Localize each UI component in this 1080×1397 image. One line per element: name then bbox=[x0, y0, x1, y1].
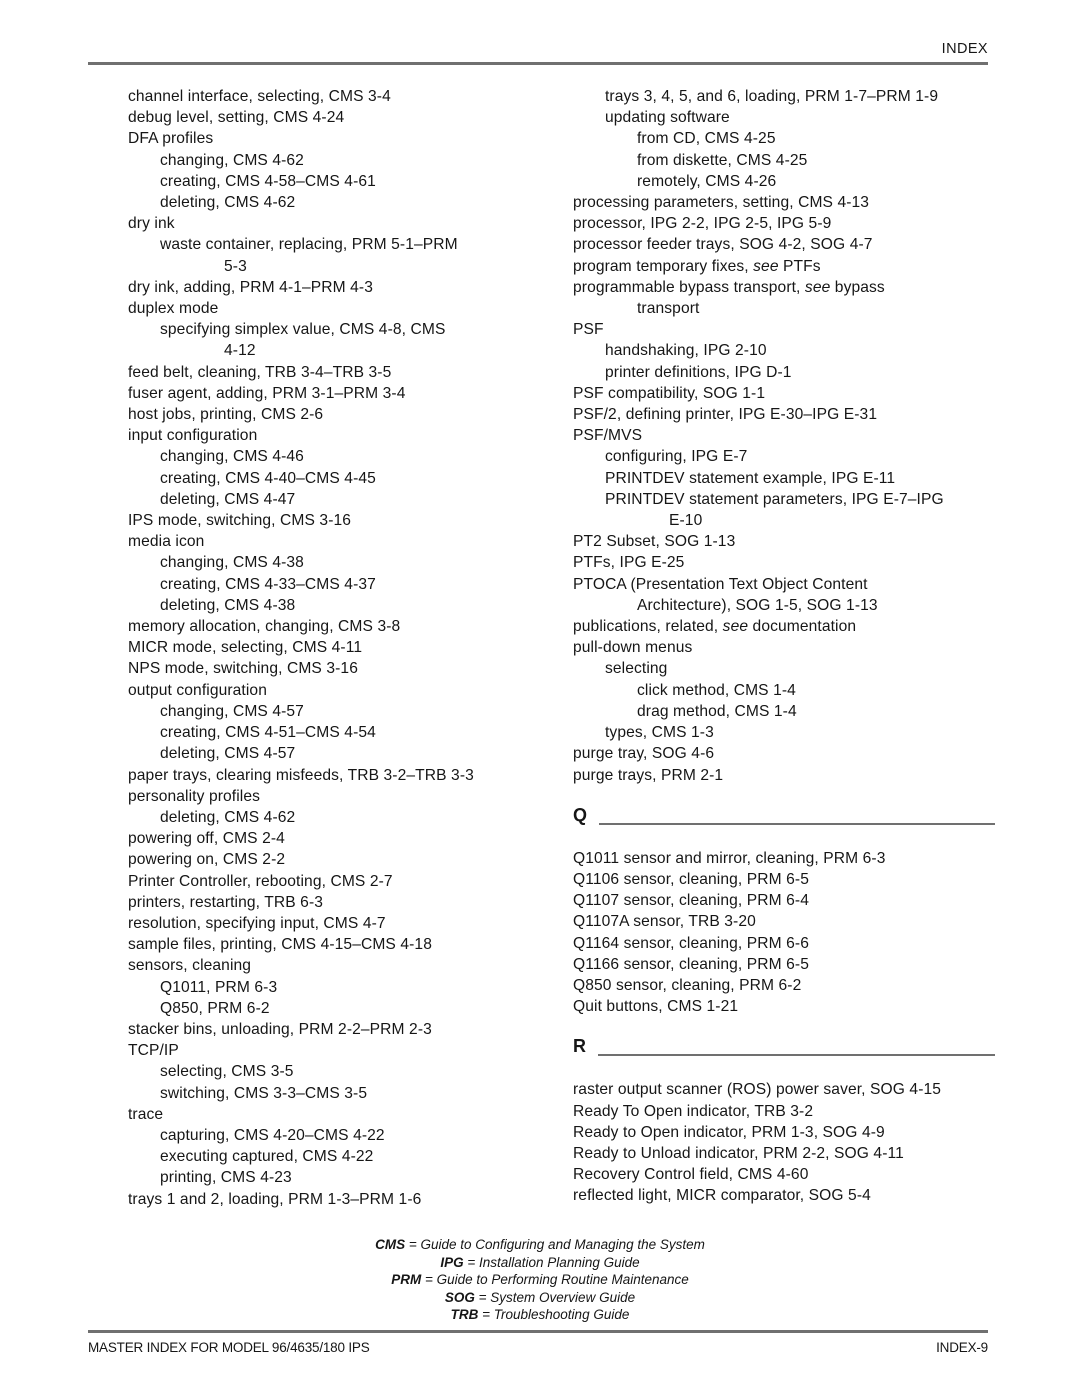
footer-doc-title: MASTER INDEX FOR MODEL 96/4635/180 IPS bbox=[88, 1340, 370, 1355]
index-entry: deleting, CMS 4-57 bbox=[160, 745, 296, 763]
index-entry: PTOCA (Presentation Text Object Content bbox=[573, 575, 868, 593]
index-entry: resolution, specifying input, CMS 4-7 bbox=[128, 914, 386, 932]
index-entry: TCP/IP bbox=[128, 1042, 179, 1060]
index-entry: click method, CMS 1-4 bbox=[637, 681, 796, 699]
index-entry: memory allocation, changing, CMS 3-8 bbox=[128, 618, 401, 636]
index-entry: creating, CMS 4-58–CMS 4-61 bbox=[160, 172, 376, 190]
abbreviation-legend bbox=[0, 1236, 1080, 1324]
legend-desc: = Guide to Configuring and Managing the System bbox=[405, 1237, 705, 1252]
index-entry: Q850 sensor, cleaning, PRM 6-2 bbox=[573, 976, 802, 994]
index-entry: capturing, CMS 4-20–CMS 4-22 bbox=[160, 1126, 385, 1144]
index-entry: remotely, CMS 4-26 bbox=[637, 172, 777, 190]
index-entry: PSF compatibility, SOG 1-1 bbox=[573, 384, 766, 402]
page-header-label: INDEX bbox=[941, 41, 988, 57]
index-entry: PTFs, IPG E-25 bbox=[573, 554, 685, 572]
index-entry: executing captured, CMS 4-22 bbox=[160, 1148, 374, 1166]
legend-abbr: CMS bbox=[375, 1237, 406, 1252]
index-entry: updating software bbox=[605, 109, 730, 127]
legend-desc: = Troubleshooting Guide bbox=[478, 1307, 630, 1323]
index-entry: dry ink bbox=[128, 215, 175, 233]
index-entry: stacker bins, unloading, PRM 2-2–PRM 2-3 bbox=[128, 1020, 432, 1038]
index-entry: creating, CMS 4-40–CMS 4-45 bbox=[160, 469, 376, 487]
index-entry: specifying simplex value, CMS 4-8, CMS bbox=[160, 321, 446, 339]
index-entry: pull-down menus bbox=[573, 639, 693, 657]
index-entry: MICR mode, selecting, CMS 4-11 bbox=[128, 639, 363, 657]
see-reference: see bbox=[722, 618, 749, 636]
see-reference: see bbox=[753, 257, 779, 275]
section-letter: R bbox=[573, 1036, 586, 1057]
index-entry: 5-3 bbox=[224, 257, 247, 275]
index-entry: fuser agent, adding, PRM 3-1–PRM 3-4 bbox=[128, 384, 406, 402]
legend-desc: = System Overview Guide bbox=[474, 1289, 636, 1305]
entry-text: bypass bbox=[830, 278, 885, 296]
index-entry: dry ink, adding, PRM 4-1–PRM 4-3 bbox=[128, 278, 374, 296]
index-entry: raster output scanner (ROS) power saver, SOG 4-15 bbox=[573, 1081, 942, 1099]
index-entry: Q1107 sensor, cleaning, PRM 6-4 bbox=[573, 892, 809, 910]
legend-abbr: SOG bbox=[444, 1289, 475, 1305]
index-entry: Ready to Unload indicator, PRM 2-2, SOG 4-11 bbox=[573, 1144, 904, 1162]
index-entry: changing, CMS 4-57 bbox=[160, 702, 304, 720]
index-entry: deleting, CMS 4-62 bbox=[160, 808, 296, 826]
index-entry: from diskette, CMS 4-25 bbox=[637, 151, 808, 169]
index-entry: printing, CMS 4-23 bbox=[160, 1169, 292, 1187]
index-entry: processing parameters, setting, CMS 4-13 bbox=[573, 194, 870, 212]
index-entry: host jobs, printing, CMS 2-6 bbox=[128, 406, 324, 424]
index-entry: printers, restarting, TRB 6-3 bbox=[128, 893, 324, 911]
legend-abbr: TRB bbox=[450, 1307, 479, 1323]
index-entry: from CD, CMS 4-25 bbox=[637, 130, 776, 148]
index-entry: 4-12 bbox=[224, 342, 256, 360]
index-entry: PSF/2, defining printer, IPG E-30–IPG E-31 bbox=[573, 406, 878, 424]
index-entry: sensors, cleaning bbox=[128, 957, 252, 975]
index-entry: deleting, CMS 4-62 bbox=[160, 194, 296, 212]
index-entry: handshaking, IPG 2-10 bbox=[605, 342, 767, 360]
entry-text: PTFs bbox=[778, 257, 821, 275]
index-entry: waste container, replacing, PRM 5-1–PRM bbox=[160, 236, 458, 254]
index-entry: output configuration bbox=[128, 681, 267, 699]
header-rule bbox=[88, 62, 988, 65]
entry-text: program temporary fixes, bbox=[573, 257, 754, 275]
index-entry: Q1106 sensor, cleaning, PRM 6-5 bbox=[573, 870, 809, 888]
page-footer bbox=[88, 1340, 988, 1355]
index-entry: Recovery Control field, CMS 4-60 bbox=[573, 1166, 809, 1184]
index-entry: input configuration bbox=[128, 427, 258, 445]
index-entry: Architecture), SOG 1-5, SOG 1-13 bbox=[637, 596, 878, 614]
index-entry: selecting, CMS 3-5 bbox=[160, 1063, 294, 1081]
index-entry: trays 1 and 2, loading, PRM 1-3–PRM 1-6 bbox=[128, 1190, 422, 1208]
footer-page-number: INDEX-9 bbox=[936, 1340, 988, 1355]
index-entry: processor, IPG 2-2, IPG 2-5, IPG 5-9 bbox=[573, 215, 832, 233]
index-entry: changing, CMS 4-46 bbox=[160, 448, 304, 466]
index-entry: Ready To Open indicator, TRB 3-2 bbox=[573, 1102, 814, 1120]
index-entry: Printer Controller, rebooting, CMS 2-7 bbox=[128, 872, 393, 890]
index-entry: E-10 bbox=[669, 512, 703, 530]
index-entry: deleting, CMS 4-47 bbox=[160, 490, 296, 508]
index-entry: creating, CMS 4-33–CMS 4-37 bbox=[160, 575, 376, 593]
index-column-left bbox=[128, 86, 568, 1210]
index-entry: IPS mode, switching, CMS 3-16 bbox=[128, 512, 352, 530]
legend-item bbox=[0, 1236, 1080, 1254]
section-heading-rule bbox=[599, 823, 995, 825]
index-entry: transport bbox=[637, 300, 700, 318]
index-entry: PSF bbox=[573, 321, 604, 339]
index-entry: Quit buttons, CMS 1-21 bbox=[573, 998, 739, 1016]
index-entry: changing, CMS 4-38 bbox=[160, 554, 304, 572]
index-entry: purge tray, SOG 4-6 bbox=[573, 745, 715, 763]
index-entry: selecting bbox=[605, 660, 668, 678]
index-entry: media icon bbox=[128, 533, 205, 551]
legend-desc: = Installation Planning Guide bbox=[463, 1254, 640, 1270]
index-entry: DFA profiles bbox=[128, 130, 214, 148]
index-entry: debug level, setting, CMS 4-24 bbox=[128, 109, 345, 127]
index-entry: drag method, CMS 1-4 bbox=[637, 702, 797, 720]
legend-abbr: PRM bbox=[391, 1272, 422, 1288]
index-entry: Q1166 sensor, cleaning, PRM 6-5 bbox=[573, 955, 809, 973]
index-entry: feed belt, cleaning, TRB 3-4–TRB 3-5 bbox=[128, 363, 392, 381]
legend-abbr: IPG bbox=[440, 1254, 464, 1270]
index-entry bbox=[573, 616, 995, 637]
index-entry: configuring, IPG E-7 bbox=[605, 448, 748, 466]
legend-item bbox=[0, 1271, 1080, 1289]
index-entry: creating, CMS 4-51–CMS 4-54 bbox=[160, 724, 376, 742]
index-column-right bbox=[573, 86, 995, 1207]
index-entry: PRINTDEV statement example, IPG E-11 bbox=[605, 469, 896, 487]
index-entry: Q850, PRM 6-2 bbox=[160, 999, 270, 1017]
index-entry: processor feeder trays, SOG 4-2, SOG 4-7 bbox=[573, 236, 873, 254]
index-entry: NPS mode, switching, CMS 3-16 bbox=[128, 660, 358, 678]
index-entry: PT2 Subset, SOG 1-13 bbox=[573, 533, 736, 551]
legend-item bbox=[0, 1254, 1080, 1272]
index-entry: channel interface, selecting, CMS 3-4 bbox=[128, 88, 391, 105]
index-entry: printer definitions, IPG D-1 bbox=[605, 363, 792, 381]
index-entry: paper trays, clearing misfeeds, TRB 3-2–TRB 3-3 bbox=[128, 766, 474, 784]
index-entry: Ready to Open indicator, PRM 1-3, SOG 4-9 bbox=[573, 1123, 885, 1141]
section-heading-q bbox=[573, 804, 995, 826]
index-entry: Q1011, PRM 6-3 bbox=[160, 978, 278, 996]
section-heading-r bbox=[573, 1035, 995, 1057]
index-entry bbox=[573, 256, 995, 277]
index-entry: purge trays, PRM 2-1 bbox=[573, 766, 724, 784]
index-entry: trays 3, 4, 5, and 6, loading, PRM 1-7–PRM 1-9 bbox=[605, 88, 939, 105]
entry-text: publications, related, bbox=[573, 618, 723, 636]
index-entry: personality profiles bbox=[128, 787, 261, 805]
index-entry bbox=[573, 277, 995, 298]
index-entry: Q1011 sensor and mirror, cleaning, PRM 6-3 bbox=[573, 849, 886, 867]
index-entry: Q1164 sensor, cleaning, PRM 6-6 bbox=[573, 934, 809, 952]
legend-item bbox=[0, 1306, 1080, 1324]
section-letter: Q bbox=[573, 804, 588, 825]
index-entry: sample files, printing, CMS 4-15–CMS 4-18 bbox=[128, 936, 432, 954]
index-entry: PSF/MVS bbox=[573, 427, 643, 445]
index-entry: powering off, CMS 2-4 bbox=[128, 830, 285, 848]
index-entry: Q1107A sensor, TRB 3-20 bbox=[573, 913, 756, 931]
see-reference: see bbox=[804, 278, 831, 296]
legend-desc: = Guide to Performing Routine Maintenance bbox=[421, 1272, 689, 1288]
index-entry: trace bbox=[128, 1105, 164, 1123]
index-entry: PRINTDEV statement parameters, IPG E-7–IPG bbox=[605, 490, 944, 508]
legend-item bbox=[0, 1289, 1080, 1307]
index-entry: types, CMS 1-3 bbox=[605, 724, 714, 742]
index-entry: powering on, CMS 2-2 bbox=[128, 851, 286, 869]
section-heading-rule bbox=[598, 1054, 995, 1056]
entry-text: programmable bypass transport, bbox=[573, 278, 805, 296]
index-entry: changing, CMS 4-62 bbox=[160, 151, 304, 169]
entry-text: documentation bbox=[748, 618, 857, 636]
footer-rule bbox=[88, 1330, 988, 1333]
index-entry: duplex mode bbox=[128, 300, 219, 318]
index-entry: reflected light, MICR comparator, SOG 5-4 bbox=[573, 1187, 871, 1205]
index-entry: switching, CMS 3-3–CMS 3-5 bbox=[160, 1084, 368, 1102]
index-entry: deleting, CMS 4-38 bbox=[160, 596, 296, 614]
